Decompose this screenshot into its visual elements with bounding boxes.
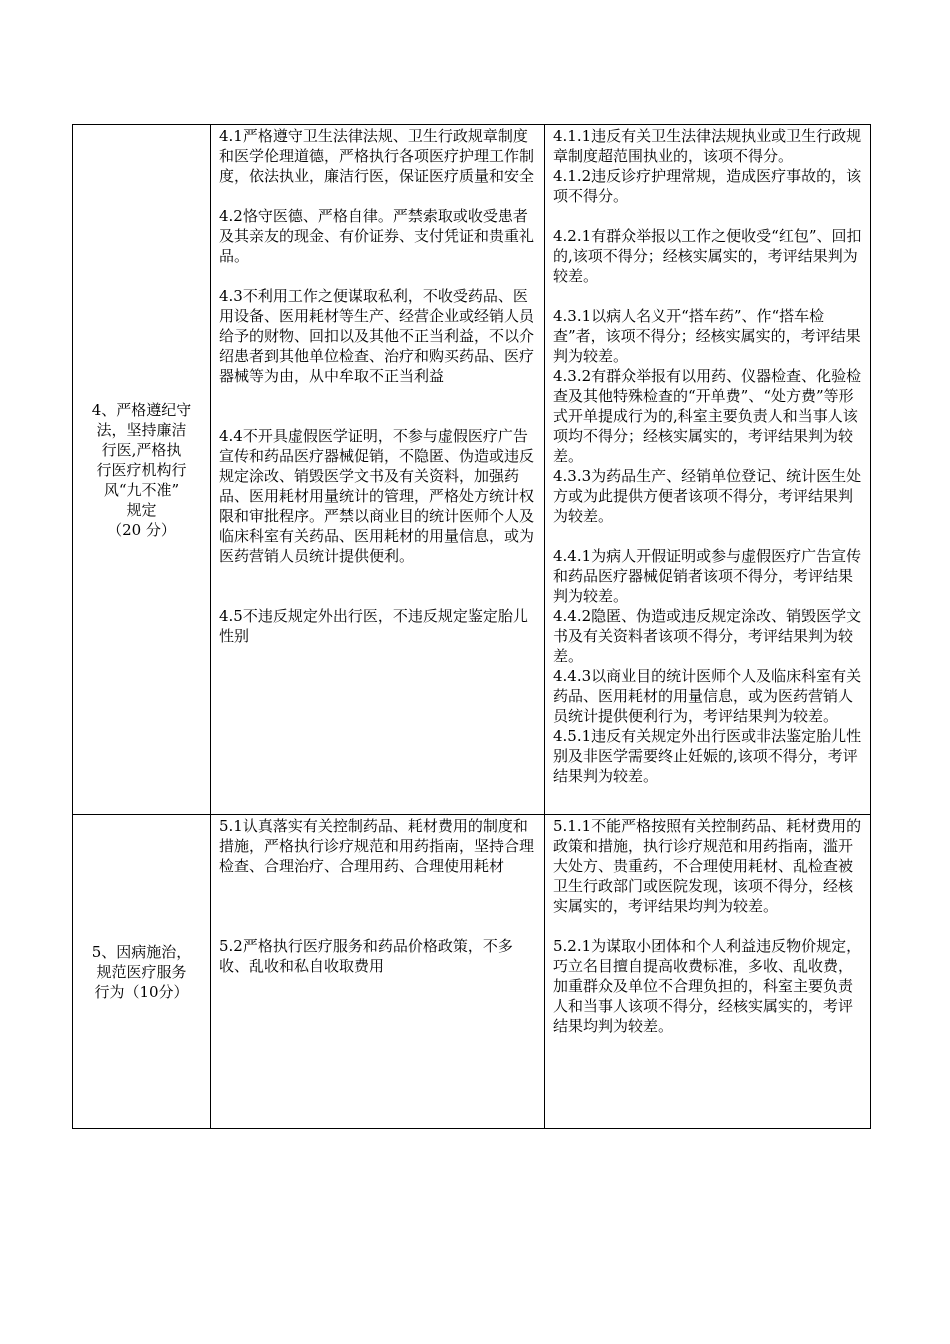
criteria-item: 4.3.2有群众举报有以用药、仪器检查、化验检查及其他特殊检查的“开单费”、“处方费”等形式开单提成行为的,科室主要负责人和当事人该项均不得分；经核实属实的，考评结果判为较差。 (553, 367, 862, 465)
criteria-item: 4.4.3以商业目的统计医师个人及临床科室有关药品、医用耗材的用量信息，或为医药营销人员统计提供便利行为，考评结果判为较差。 (553, 667, 862, 725)
category-line: 风“九不准” (103, 480, 180, 499)
evaluation-table (72, 124, 871, 1129)
category-line: 规定 (126, 500, 157, 519)
standard-item: 4.4不开具虚假医学证明，不参与虚假医疗广告宣传和药品医疗器械促销，不隐匿、伪造或违反规定涂改、销毁医学文书及有关资料，加强药品、医用耗材用量统计的管理，严格处方统计权限和审批程序。严禁以商业目的统计医师个人及临床科室有关药品、医用耗材的用量信息，或为医药营销人员统计提供便利。 (219, 427, 535, 565)
criteria-item: 5.2.1为谋取小团体和个人利益违反物价规定，巧立名目擅自提高收费标准，多收、乱收费，加重群众及单位不合理负担的，科室主要负责人和当事人该项不得分，经核实属实的，考评结果均判为较差。 (553, 937, 862, 1035)
category-cell (73, 815, 211, 1129)
criteria-item: 4.5.1违反有关规定外出行医或非法鉴定胎儿性别及非医学需要终止妊娠的,该项不得分，考评结果判为较差。 (553, 727, 862, 785)
category-line: 法，坚持廉洁 (96, 420, 187, 439)
category-line: （20 分） (107, 520, 176, 539)
standard-item: 4.2恪守医德、严格自律。严禁索取或收受患者及其亲友的现金、有价证券、支付凭证和贵重礼品。 (219, 207, 535, 265)
category-line: 行医疗机构行 (96, 460, 187, 479)
criteria-item: 5.1.1不能严格按照有关控制药品、耗材费用的政策和措施，执行诊疗规范和用药指南，滥开大处方、贵重药，不合理使用耗材、乱检查被卫生行政部门或医院发现，该项不得分，经核实属实的，考评结果均判为较差。 (553, 817, 862, 915)
criteria-item: 4.4.2隐匿、伪造或违反规定涂改、销毁医学文书及有关资料者该项不得分，考评结果判为较差。 (553, 607, 862, 665)
criteria-item: 4.1.1违反有关卫生法律法规执业或卫生行政规章制度超范围执业的，该项不得分。 (553, 127, 862, 165)
criteria-cell (545, 815, 871, 1129)
standard-item: 4.1严格遵守卫生法律法规、卫生行政规章制度和医学伦理道德，严格执行各项医疗护理工作制度，依法执业，廉洁行医，保证医疗质量和安全 (219, 127, 535, 185)
standard-item: 4.3不利用工作之便谋取私利，不收受药品、医用设备、医用耗材等生产、经营企业或经销人员给予的财物、回扣以及其他不正当利益，不以介绍患者到其他单位检查、治疗和购买药品、医疗器械等为由，从中牟取不正当利益 (219, 287, 535, 385)
criteria-item: 4.4.1为病人开假证明或参与虚假医疗广告宣传和药品医疗器械促销者该项不得分，考评结果判为较差。 (553, 547, 862, 605)
criteria-item: 4.3.3为药品生产、经销单位登记、统计医生处方或为此提供方便者该项不得分，考评结果判为较差。 (553, 467, 862, 525)
category-cell (73, 125, 211, 815)
standard-item: 4.5不违反规定外出行医，不违反规定鉴定胎儿性别 (219, 607, 528, 645)
standards-cell (211, 815, 545, 1129)
standard-item: 5.1认真落实有关控制药品、耗材费用的制度和措施，严格执行诊疗规范和用药指南，坚持合理检查、合理治疗、合理用药、合理使用耗材 (219, 817, 535, 875)
criteria-item: 4.2.1有群众举报以工作之便收受“红包”、回扣的,该项不得分；经核实属实的，考评结果判为较差。 (553, 227, 862, 285)
category-line: 规范医疗服务 (96, 962, 187, 981)
category-line: 行医,严格执 (101, 440, 182, 459)
standards-cell (211, 125, 545, 815)
criteria-cell (545, 125, 871, 815)
table-row (73, 815, 871, 1129)
table-row (73, 125, 871, 815)
category-line: 行为（10分） (94, 982, 189, 1001)
category-line: 5、因病施治， (91, 942, 192, 961)
standard-item: 5.2严格执行医疗服务和药品价格政策，不多收、乱收和私自收取费用 (219, 937, 513, 975)
category-line: 4、严格遵纪守 (91, 400, 192, 419)
criteria-item: 4.3.1以病人名义开“搭车药”、作“搭车检查”者，该项不得分；经核实属实的，考评结果判为较差。 (553, 307, 861, 365)
criteria-item: 4.1.2违反诊疗护理常规，造成医疗事故的，该项不得分。 (553, 167, 862, 205)
